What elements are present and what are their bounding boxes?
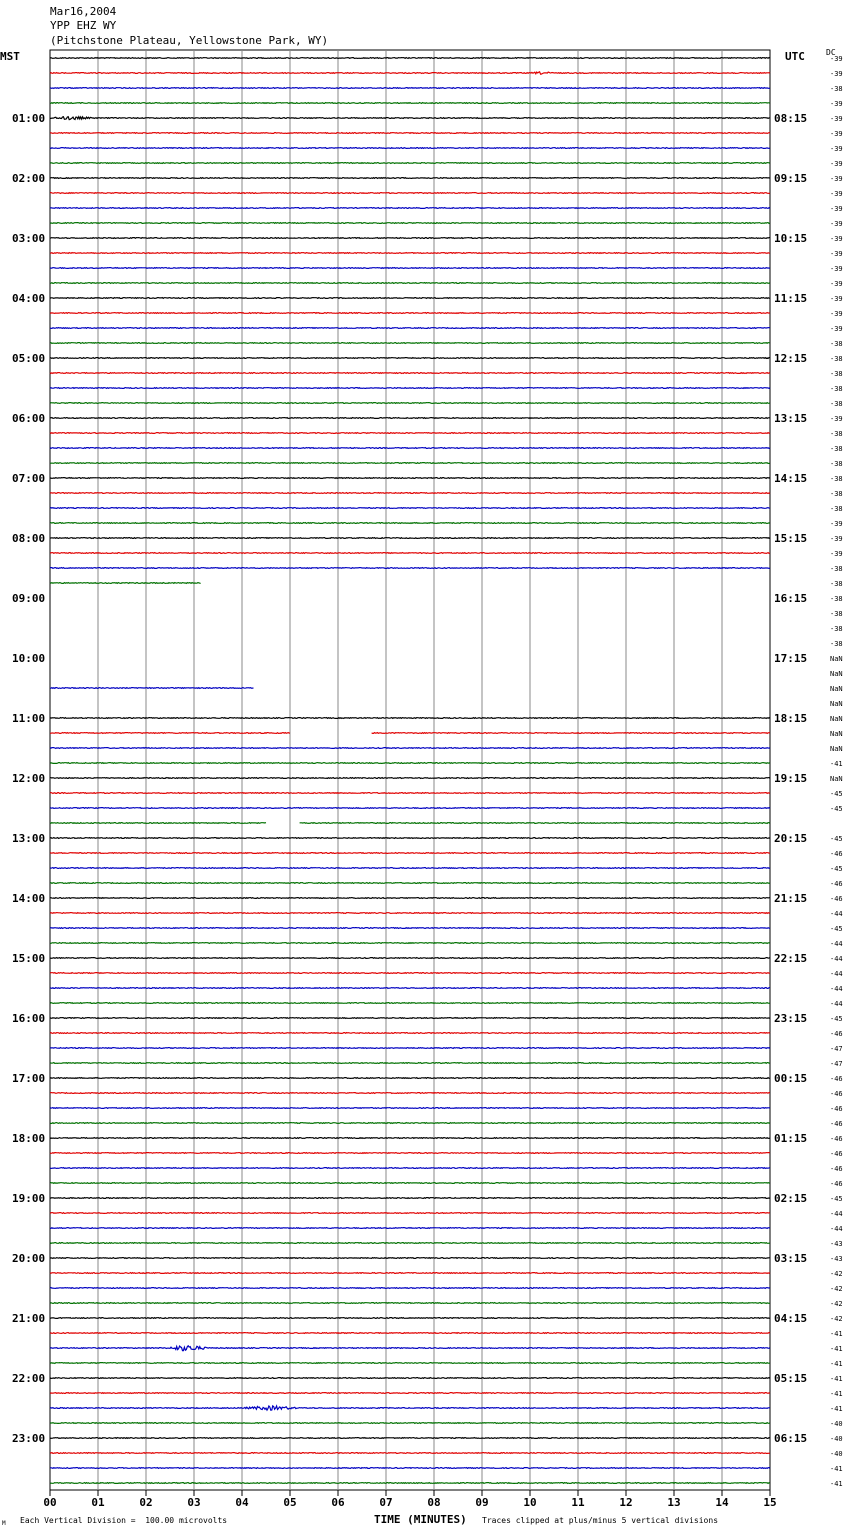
trace-61-seg-0	[50, 973, 770, 974]
utc-hour-label: 15:15	[774, 532, 808, 545]
utc-hour-label: 01:15	[774, 1132, 808, 1145]
dc-offset-label: -38	[830, 625, 843, 633]
mst-hour-label: 05:00	[12, 352, 46, 365]
trace-91-seg-0	[50, 1423, 770, 1424]
mst-hour-label: 21:00	[12, 1312, 46, 1325]
x-axis-ticks	[43, 1490, 776, 1509]
dc-offset-label: -38	[830, 580, 843, 588]
dc-offset-label: NaN	[830, 775, 843, 783]
trace-90-seg-0	[50, 1406, 770, 1410]
dc-offset-label: -38	[830, 400, 843, 408]
mst-hour-label: 10:00	[12, 652, 46, 665]
trace-88-seg-0	[50, 1378, 770, 1379]
mst-hour-label: 11:00	[12, 712, 46, 725]
x-tick-label: 00	[43, 1496, 57, 1509]
dc-offset-label: -39	[830, 220, 843, 228]
trace-26-seg-0	[50, 448, 770, 449]
trace-45-seg-1	[372, 733, 770, 734]
mst-hour-label: 01:00	[12, 112, 46, 125]
trace-5-seg-0	[50, 133, 770, 134]
trace-79-seg-0	[50, 1243, 770, 1244]
dc-offset-label: -46	[830, 880, 843, 888]
trace-76-seg-0	[50, 1198, 770, 1199]
dc-offset-label: -39	[830, 145, 843, 153]
dc-offset-label: -39	[830, 205, 843, 213]
dc-offset-label: -39	[830, 310, 843, 318]
dc-offset-label: -38	[830, 565, 843, 573]
dc-offset-label: -39	[830, 70, 843, 78]
corner-mark: M	[2, 1520, 6, 1527]
dc-offset-label: -39	[830, 550, 843, 558]
utc-hour-label: 18:15	[774, 712, 808, 725]
dc-offset-label: -46	[830, 1075, 843, 1083]
dc-offset-label: -38	[830, 85, 843, 93]
dc-offset-label: -44	[830, 1225, 843, 1233]
plot-date: Mar16,2004	[50, 5, 117, 18]
trace-13-seg-0	[50, 253, 770, 254]
x-axis-title: TIME (MINUTES)	[374, 1513, 467, 1526]
mst-hour-label: 02:00	[12, 172, 46, 185]
trace-86-seg-0	[50, 1346, 770, 1351]
utc-hour-label: 05:15	[774, 1372, 808, 1385]
x-tick-label: 13	[667, 1496, 681, 1509]
trace-31-seg-0	[50, 523, 770, 524]
dc-offset-label: -46	[830, 1150, 843, 1158]
trace-73-seg-0	[50, 1153, 770, 1154]
trace-71-seg-0	[50, 1123, 770, 1124]
trace-87-seg-0	[50, 1363, 770, 1364]
trace-42-seg-0	[50, 688, 254, 689]
dc-offset-label: -45	[830, 925, 843, 933]
mst-hour-label: 23:00	[12, 1432, 46, 1445]
utc-hour-label: 13:15	[774, 412, 808, 425]
dc-offset-label: -38	[830, 355, 843, 363]
dc-offset-label: -38	[830, 385, 843, 393]
trace-77-seg-0	[50, 1213, 770, 1214]
trace-83-seg-0	[50, 1303, 770, 1304]
dc-offset-label: NaN	[830, 700, 843, 708]
dc-offset-title: DC	[826, 48, 836, 57]
trace-60-seg-0	[50, 958, 770, 959]
dc-offset-label: -45	[830, 1015, 843, 1023]
dc-offset-label: -38	[830, 370, 843, 378]
x-tick-label: 04	[235, 1496, 249, 1509]
trace-74-seg-0	[50, 1168, 770, 1169]
mst-hour-label: 13:00	[12, 832, 46, 845]
dc-offset-label: -46	[830, 850, 843, 858]
dc-offset-label: -43	[830, 1255, 843, 1263]
trace-68-seg-0	[50, 1078, 770, 1079]
trace-33-seg-0	[50, 553, 770, 554]
dc-offset-label: -45	[830, 835, 843, 843]
dc-offset-label: -41	[830, 1360, 843, 1368]
trace-55-seg-0	[50, 883, 770, 884]
dc-offset-labels	[830, 55, 843, 1488]
trace-32-seg-0	[50, 538, 770, 539]
dc-offset-label: -44	[830, 910, 843, 918]
dc-offset-label: -44	[830, 1210, 843, 1218]
trace-46-seg-0	[50, 748, 770, 749]
dc-offset-label: -44	[830, 940, 843, 948]
dc-offset-label: -38	[830, 595, 843, 603]
dc-offset-label: -44	[830, 955, 843, 963]
x-tick-label: 06	[331, 1496, 345, 1509]
utc-hour-label: 21:15	[774, 892, 808, 905]
dc-offset-label: NaN	[830, 715, 843, 723]
dc-offset-label: -39	[830, 130, 843, 138]
trace-10-seg-0	[50, 208, 770, 209]
dc-offset-label: -41	[830, 1345, 843, 1353]
dc-offset-label: -45	[830, 1195, 843, 1203]
dc-offset-label: NaN	[830, 670, 843, 678]
dc-offset-label: -39	[830, 325, 843, 333]
trace-14-seg-0	[50, 268, 770, 269]
trace-72-seg-0	[50, 1138, 770, 1139]
dc-offset-label: -39	[830, 415, 843, 423]
mst-hour-label: 19:00	[12, 1192, 46, 1205]
dc-offset-label: -39	[830, 250, 843, 258]
trace-56-seg-0	[50, 898, 770, 899]
dc-offset-label: -45	[830, 865, 843, 873]
x-tick-label: 01	[91, 1496, 105, 1509]
trace-62-seg-0	[50, 988, 770, 989]
dc-offset-label: -46	[830, 1165, 843, 1173]
dc-offset-label: -39	[830, 190, 843, 198]
dc-offset-label: NaN	[830, 685, 843, 693]
utc-hour-label: 23:15	[774, 1012, 808, 1025]
utc-hour-label: 03:15	[774, 1252, 808, 1265]
trace-9-seg-0	[50, 193, 770, 194]
station-code: YPP EHZ WY	[50, 19, 117, 32]
dc-offset-label: -41	[830, 1405, 843, 1413]
trace-27-seg-0	[50, 463, 770, 464]
trace-45-seg-0	[50, 733, 290, 734]
trace-34-seg-0	[50, 568, 770, 569]
utc-hour-label: 00:15	[774, 1072, 808, 1085]
trace-63-seg-0	[50, 1003, 770, 1004]
dc-offset-label: -39	[830, 100, 843, 108]
dc-offset-label: -42	[830, 1300, 843, 1308]
dc-offset-label: -42	[830, 1285, 843, 1293]
utc-axis-title: UTC	[785, 50, 805, 63]
trace-4-seg-0	[50, 117, 770, 120]
trace-51-seg-1	[300, 823, 770, 824]
trace-64-seg-0	[50, 1018, 770, 1019]
dc-offset-label: -38	[830, 445, 843, 453]
utc-hour-labels	[774, 112, 807, 1445]
trace-89-seg-0	[50, 1393, 770, 1394]
trace-2-seg-0	[50, 88, 770, 89]
dc-offset-label: -39	[830, 520, 843, 528]
trace-84-seg-0	[50, 1318, 770, 1319]
trace-70-seg-0	[50, 1108, 770, 1109]
x-tick-label: 05	[283, 1496, 297, 1509]
dc-offset-label: -39	[830, 115, 843, 123]
trace-29-seg-0	[50, 493, 770, 494]
dc-offset-label: -42	[830, 1315, 843, 1323]
x-tick-label: 11	[571, 1496, 585, 1509]
utc-hour-label: 20:15	[774, 832, 808, 845]
trace-21-seg-0	[50, 373, 770, 374]
dc-offset-label: NaN	[830, 655, 843, 663]
station-location: (Pitchstone Plateau, Yellowstone Park, WY)	[50, 34, 329, 47]
dc-offset-label: -41	[830, 760, 843, 768]
trace-75-seg-0	[50, 1183, 770, 1184]
x-tick-label: 03	[187, 1496, 201, 1509]
utc-hour-label: 10:15	[774, 232, 808, 245]
trace-92-seg-0	[50, 1438, 770, 1439]
plot-frame	[50, 50, 770, 1490]
dc-offset-label: -41	[830, 1390, 843, 1398]
trace-20-seg-0	[50, 358, 770, 359]
utc-hour-label: 02:15	[774, 1192, 808, 1205]
dc-offset-label: -39	[830, 535, 843, 543]
dc-offset-label: -44	[830, 970, 843, 978]
x-tick-label: 12	[619, 1496, 633, 1509]
dc-offset-label: -46	[830, 1105, 843, 1113]
seismic-traces	[50, 58, 770, 1484]
dc-offset-label: -39	[830, 235, 843, 243]
trace-35-seg-0	[50, 583, 201, 584]
mst-hour-label: 04:00	[12, 292, 46, 305]
trace-59-seg-0	[50, 943, 770, 944]
trace-47-seg-0	[50, 763, 770, 764]
mst-hour-label: 06:00	[12, 412, 46, 425]
dc-offset-label: -39	[830, 175, 843, 183]
mst-hour-label: 17:00	[12, 1072, 46, 1085]
trace-54-seg-0	[50, 868, 770, 869]
x-tick-label: 14	[715, 1496, 729, 1509]
trace-6-seg-0	[50, 148, 770, 149]
trace-0-seg-0	[50, 58, 770, 59]
utc-hour-label: 17:15	[774, 652, 808, 665]
trace-11-seg-0	[50, 223, 770, 224]
trace-19-seg-0	[50, 343, 770, 344]
dc-offset-label: -41	[830, 1480, 843, 1488]
dc-offset-label: -38	[830, 640, 843, 648]
mst-hour-label: 12:00	[12, 772, 46, 785]
dc-offset-label: -41	[830, 1375, 843, 1383]
trace-15-seg-0	[50, 283, 770, 284]
trace-57-seg-0	[50, 913, 770, 914]
trace-85-seg-0	[50, 1333, 770, 1334]
dc-offset-label: -41	[830, 1330, 843, 1338]
trace-24-seg-0	[50, 418, 770, 419]
mst-hour-label: 18:00	[12, 1132, 46, 1145]
dc-offset-label: -39	[830, 280, 843, 288]
trace-65-seg-0	[50, 1033, 770, 1034]
dc-offset-label: -38	[830, 460, 843, 468]
dc-offset-label: -46	[830, 1090, 843, 1098]
dc-offset-label: -40	[830, 1420, 843, 1428]
mst-hour-label: 15:00	[12, 952, 46, 965]
dc-offset-label: -40	[830, 1435, 843, 1443]
dc-offset-label: -43	[830, 1240, 843, 1248]
dc-offset-label: -39	[830, 295, 843, 303]
mst-hour-label: 03:00	[12, 232, 46, 245]
utc-hour-label: 08:15	[774, 112, 808, 125]
utc-hour-label: 22:15	[774, 952, 808, 965]
dc-offset-label: -38	[830, 430, 843, 438]
mst-hour-label: 14:00	[12, 892, 46, 905]
dc-offset-label: -38	[830, 475, 843, 483]
clip-note: Traces clipped at plus/minus 5 vertical divisions	[482, 1516, 719, 1525]
utc-hour-label: 04:15	[774, 1312, 808, 1325]
trace-95-seg-0	[50, 1483, 770, 1484]
utc-hour-label: 06:15	[774, 1432, 808, 1445]
scale-note: Each Vertical Division = 100.00 microvolts	[20, 1516, 228, 1525]
trace-69-seg-0	[50, 1093, 770, 1094]
dc-offset-label: -45	[830, 790, 843, 798]
trace-1-seg-0	[50, 72, 770, 74]
x-tick-label: 09	[475, 1496, 489, 1509]
x-tick-label: 10	[523, 1496, 537, 1509]
mst-axis-title: MST	[0, 50, 20, 63]
x-tick-label: 02	[139, 1496, 153, 1509]
dc-offset-label: -42	[830, 1270, 843, 1278]
mst-hour-label: 16:00	[12, 1012, 46, 1025]
utc-hour-label: 11:15	[774, 292, 808, 305]
trace-50-seg-0	[50, 808, 770, 809]
trace-28-seg-0	[50, 478, 770, 479]
mst-hour-label: 22:00	[12, 1372, 46, 1385]
trace-67-seg-0	[50, 1063, 770, 1064]
dc-offset-label: -46	[830, 895, 843, 903]
x-tick-label: 07	[379, 1496, 393, 1509]
utc-hour-label: 12:15	[774, 352, 808, 365]
dc-offset-label: -38	[830, 505, 843, 513]
dc-offset-label: -41	[830, 1465, 843, 1473]
x-tick-label: 15	[763, 1496, 777, 1509]
dc-offset-label: -44	[830, 1000, 843, 1008]
mst-hour-label: 09:00	[12, 592, 46, 605]
dc-offset-label: -38	[830, 340, 843, 348]
trace-44-seg-0	[50, 718, 770, 719]
trace-66-seg-0	[50, 1048, 770, 1049]
trace-58-seg-0	[50, 928, 770, 929]
trace-48-seg-0	[50, 778, 770, 779]
dc-offset-label: -40	[830, 1450, 843, 1458]
dc-offset-label: -45	[830, 805, 843, 813]
trace-16-seg-0	[50, 298, 770, 299]
trace-22-seg-0	[50, 388, 770, 389]
dc-offset-label: -46	[830, 1120, 843, 1128]
mst-hour-label: 07:00	[12, 472, 46, 485]
trace-53-seg-0	[50, 853, 770, 854]
dc-offset-label: NaN	[830, 730, 843, 738]
trace-52-seg-0	[50, 838, 770, 839]
dc-offset-label: -39	[830, 160, 843, 168]
trace-78-seg-0	[50, 1228, 770, 1229]
mst-hour-labels	[12, 112, 45, 1445]
mst-hour-label: 08:00	[12, 532, 46, 545]
trace-3-seg-0	[50, 103, 770, 104]
utc-hour-label: 16:15	[774, 592, 808, 605]
dc-offset-label: -47	[830, 1045, 843, 1053]
trace-49-seg-0	[50, 793, 770, 794]
dc-offset-label: NaN	[830, 745, 843, 753]
trace-51-seg-0	[50, 823, 266, 824]
trace-94-seg-0	[50, 1468, 770, 1469]
dc-offset-label: -46	[830, 1135, 843, 1143]
trace-80-seg-0	[50, 1258, 770, 1259]
trace-18-seg-0	[50, 328, 770, 329]
trace-25-seg-0	[50, 433, 770, 434]
trace-12-seg-0	[50, 238, 770, 239]
dc-offset-label: -38	[830, 610, 843, 618]
trace-81-seg-0	[50, 1273, 770, 1274]
dc-offset-label: -38	[830, 490, 843, 498]
minute-gridlines	[50, 50, 770, 1490]
trace-8-seg-0	[50, 178, 770, 179]
trace-93-seg-0	[50, 1453, 770, 1454]
dc-offset-label: -47	[830, 1060, 843, 1068]
trace-30-seg-0	[50, 508, 770, 509]
dc-offset-label: -44	[830, 985, 843, 993]
trace-23-seg-0	[50, 403, 770, 404]
trace-82-seg-0	[50, 1288, 770, 1289]
trace-7-seg-0	[50, 163, 770, 164]
utc-hour-label: 19:15	[774, 772, 808, 785]
mst-hour-label: 20:00	[12, 1252, 46, 1265]
utc-hour-label: 14:15	[774, 472, 808, 485]
x-tick-label: 08	[427, 1496, 441, 1509]
dc-offset-label: -39	[830, 265, 843, 273]
dc-offset-label: -46	[830, 1030, 843, 1038]
utc-hour-label: 09:15	[774, 172, 808, 185]
trace-17-seg-0	[50, 313, 770, 314]
dc-offset-label: -46	[830, 1180, 843, 1188]
dc-offset-label: -39	[830, 55, 843, 63]
